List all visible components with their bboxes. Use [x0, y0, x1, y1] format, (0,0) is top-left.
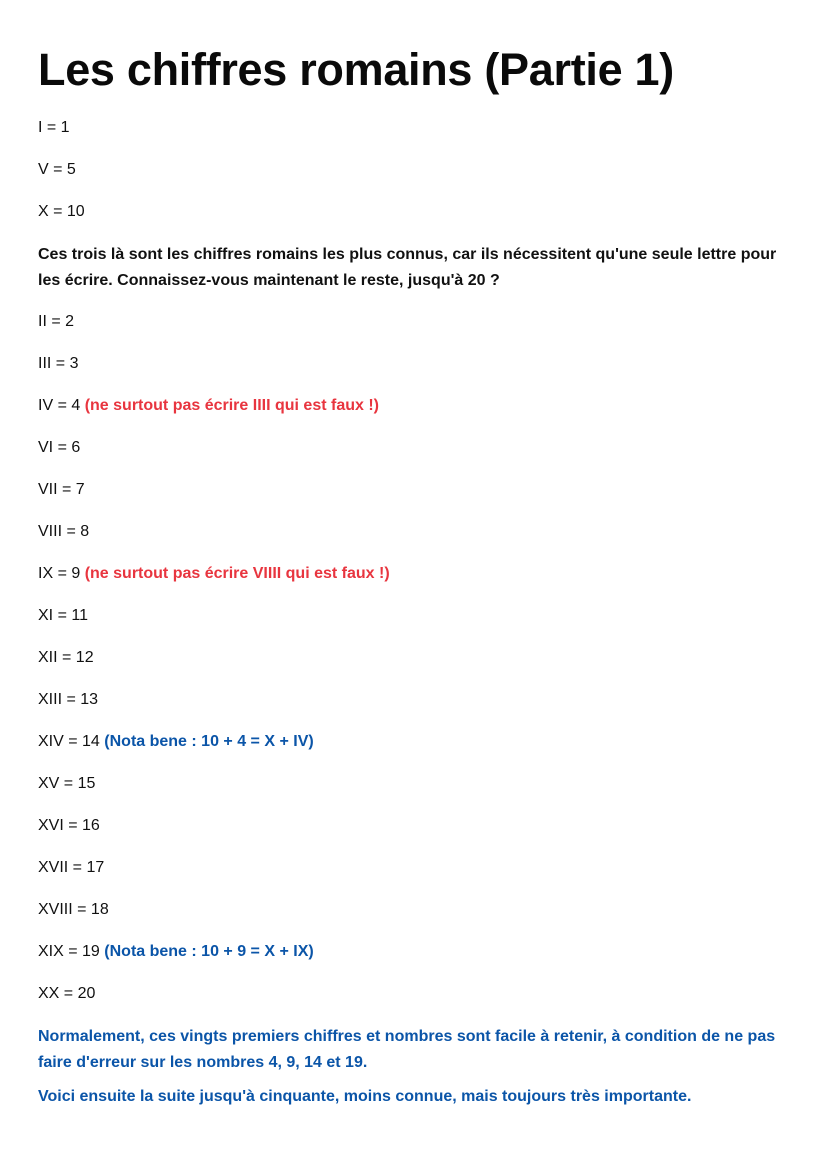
numeral-line: [38, 428, 790, 470]
nota-bene-note: (Nota bene : 10 + 4 = X + IV): [104, 733, 314, 750]
numeral-line: [38, 108, 790, 150]
numeral-text: VI = 6: [38, 439, 81, 456]
numeral-text: IX = 9: [38, 565, 81, 582]
numeral-text: I = 1: [38, 119, 70, 136]
conclusion-paragraph: Normalement, ces vingts premiers chiffres et nombres sont facile à retenir, à condition de ne pas faire d'erreur sur les nombres 4, 9, 14 et 19.: [38, 1028, 776, 1071]
numeral-text: XVII = 17: [38, 859, 105, 876]
numeral-text: III = 3: [38, 355, 79, 372]
numeral-line: [38, 764, 790, 806]
numeral-line: [38, 680, 790, 722]
numeral-line: [38, 554, 790, 596]
numeral-line: [38, 512, 790, 554]
numeral-text: VIII = 8: [38, 523, 90, 540]
numeral-text: XII = 12: [38, 649, 94, 666]
numeral-text: XX = 20: [38, 985, 96, 1002]
numeral-line: [38, 974, 790, 1016]
numeral-text: X = 10: [38, 203, 85, 220]
numeral-text: XIII = 13: [38, 691, 99, 708]
warning-note: (ne surtout pas écrire VIIII qui est faux !): [84, 565, 390, 582]
numeral-text: XV = 15: [38, 775, 96, 792]
numeral-line: [38, 638, 790, 680]
numeral-text: IV = 4: [38, 397, 81, 414]
page-title: Les chiffres romains (Partie 1): [38, 44, 674, 95]
numeral-line: [38, 344, 790, 386]
warning-note: (ne surtout pas écrire IIII qui est faux !): [84, 397, 379, 414]
numeral-text: XI = 11: [38, 607, 88, 624]
numeral-line: [38, 150, 790, 192]
numeral-line: [38, 192, 790, 234]
numeral-line: [38, 470, 790, 512]
numeral-text: VII = 7: [38, 481, 85, 498]
numeral-line: [38, 806, 790, 848]
numeral-line: [38, 386, 790, 428]
numeral-line: [38, 722, 790, 764]
numeral-line: [38, 848, 790, 890]
numeral-text: XVI = 16: [38, 817, 100, 834]
numeral-text: XIV = 14: [38, 733, 100, 750]
numeral-line: [38, 890, 790, 932]
numeral-text: V = 5: [38, 161, 76, 178]
numeral-text: XIX = 19: [38, 943, 100, 960]
numeral-line: [38, 302, 790, 344]
numeral-line: [38, 932, 790, 974]
intro-paragraph: Ces trois là sont les chiffres romains les plus connus, car ils nécessitent qu'une seule lettre pour les écrire. Connaissez-vous maintenant le reste, jusqu'à 20 ?: [38, 246, 777, 289]
next-section-paragraph: Voici ensuite la suite jusqu'à cinquante, moins connue, mais toujours très importante.: [38, 1088, 692, 1105]
numeral-text: II = 2: [38, 313, 75, 330]
numeral-text: XVIII = 18: [38, 901, 109, 918]
nota-bene-note: (Nota bene : 10 + 9 = X + IX): [104, 943, 314, 960]
numeral-line: [38, 596, 790, 638]
